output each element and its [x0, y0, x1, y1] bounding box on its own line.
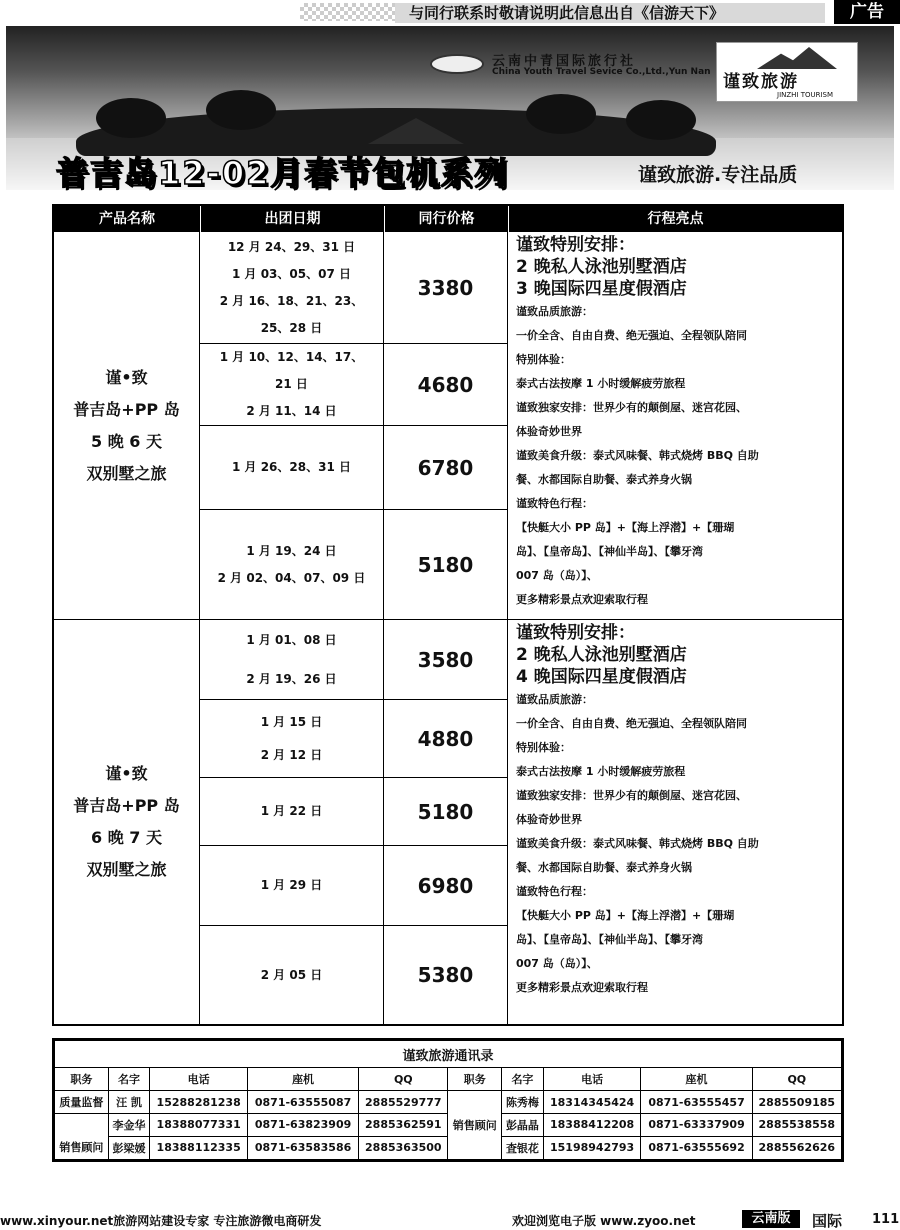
- date-line: 2 月 19、26 日: [246, 671, 337, 686]
- highlight-line: 特别体验：: [516, 741, 571, 754]
- date-line: 12 月 24、29、31 日: [227, 239, 356, 254]
- ad-label: 广告: [834, 0, 900, 24]
- contact-header: 座机: [248, 1068, 359, 1091]
- contact-landline: 0871-63555087: [248, 1091, 359, 1114]
- highlight-line: 体验奇妙世界: [516, 813, 582, 826]
- contact-landline: 0871-63823909: [248, 1114, 359, 1137]
- highlight-line: 007 岛（岛）】、: [516, 957, 598, 970]
- contact-phone: 18388412208: [543, 1114, 641, 1137]
- contact-header: 职务: [448, 1068, 502, 1091]
- product-name: [54, 620, 200, 1024]
- itinerary-highlights: [508, 232, 842, 620]
- departure-dates: [200, 620, 384, 700]
- contact-role: 销售顾问: [55, 1114, 109, 1160]
- date-line: 2 月 02、04、07、09 日: [217, 570, 366, 585]
- product-name-line: 6 晚 7 天: [91, 828, 162, 847]
- departure-dates: [200, 700, 384, 778]
- departure-dates: [200, 344, 384, 426]
- highlight-line: 谨致美食升级：泰式风味餐、韩式烧烤 BBQ 自助: [516, 837, 759, 850]
- highlight-line: 岛】、【皇帝岛】、【神仙半岛】、【攀牙湾: [516, 933, 703, 946]
- agency-name-en: China Youth Travel Sevice Co.,Ltd.,Yun Nan: [492, 67, 711, 77]
- contact-header: 电话: [543, 1068, 641, 1091]
- highlight-line: 岛】、【皇帝岛】、【神仙半岛】、【攀牙湾: [516, 545, 703, 558]
- top-strip: [0, 0, 900, 24]
- highlight-line: 餐、水都国际自助餐、泰式养身火锅: [516, 861, 692, 874]
- price: 6780: [384, 426, 508, 510]
- product-name-line: 双别墅之旅: [86, 860, 167, 879]
- contact-header: 名字: [502, 1068, 544, 1091]
- highlight-line: 更多精彩景点欢迎索取行程: [516, 593, 648, 606]
- price: 3380: [384, 232, 508, 344]
- highlight-line: 谨致品质旅游：: [516, 305, 593, 318]
- date-line: 1 月 15 日: [260, 714, 323, 729]
- departure-dates: [200, 846, 384, 926]
- price: 4680: [384, 344, 508, 426]
- contact-phone: 15198942793: [543, 1136, 641, 1159]
- agency-logo-icon: [430, 54, 484, 74]
- highlight-heading: 2 晚私人泳池别墅酒店: [516, 645, 687, 665]
- contact-phone: 18388112335: [150, 1136, 248, 1159]
- date-line: 1 月 01、08 日: [246, 632, 337, 647]
- highlight-line: 体验奇妙世界: [516, 425, 582, 438]
- contact-phone: 18388077331: [150, 1114, 248, 1137]
- highlight-line: 特别体验：: [516, 353, 571, 366]
- contact-header: 名字: [108, 1068, 150, 1091]
- price: 5180: [384, 778, 508, 846]
- product-name-line: 5 晚 6 天: [91, 431, 162, 451]
- contact-role: 销售顾问: [448, 1091, 502, 1160]
- col-header-price: 同行价格: [384, 206, 508, 232]
- highlight-line: 更多精彩景点欢迎索取行程: [516, 981, 648, 994]
- product-table: [52, 204, 844, 1026]
- contact-qq: 2885362591: [359, 1114, 448, 1137]
- highlight-line: 谨致特色行程：: [516, 885, 593, 898]
- page-title: 普吉岛12-02月春节包机系列: [56, 154, 509, 192]
- price: 6980: [384, 846, 508, 926]
- footer-website-note: www.xinyour.net旅游网站建设专家 专注旅游微电商研发: [0, 1214, 322, 1228]
- col-header-product: 产品名称: [54, 206, 200, 232]
- contact-header-row: [55, 1068, 842, 1091]
- contact-header: QQ: [752, 1068, 841, 1091]
- date-line: 1 月 03、05、07 日: [232, 266, 351, 281]
- contact-qq: 2885562626: [752, 1136, 841, 1159]
- source-notice: 与同行联系时敬请说明此信息出自《信游天下》: [395, 3, 825, 23]
- col-header-highlights: 行程亮点: [508, 206, 842, 232]
- contact-qq: 2885529777: [359, 1091, 448, 1114]
- product-name-line: 普吉岛+PP 岛: [73, 399, 180, 419]
- contact-row: [55, 1091, 842, 1114]
- date-line: 1 月 19、24 日: [246, 543, 337, 558]
- date-line: 1 月 29 日: [260, 878, 323, 892]
- contact-phone: 18314345424: [543, 1091, 641, 1114]
- col-header-dates: 出团日期: [200, 206, 384, 232]
- highlight-line: 谨致品质旅游：: [516, 693, 593, 706]
- contact-header: 职务: [55, 1068, 109, 1091]
- contact-name: 陈秀梅: [502, 1091, 544, 1114]
- mountain-icon: [757, 47, 837, 69]
- brand-name-cn: 谨致旅游: [723, 72, 799, 92]
- date-line: 1 月 26、28、31 日: [232, 460, 351, 474]
- highlight-line: 泰式古法按摩 1 小时缓解疲劳旅程: [516, 765, 686, 778]
- price: 4880: [384, 700, 508, 778]
- contact-name: 汪 凯: [108, 1091, 150, 1114]
- highlight-heading: 4 晚国际四星度假酒店: [516, 667, 687, 687]
- price: 3580: [384, 620, 508, 700]
- departure-dates: [200, 510, 384, 620]
- highlight-line: 泰式古法按摩 1 小时缓解疲劳旅程: [516, 377, 686, 390]
- contact-name: 彭梁媛: [108, 1136, 150, 1159]
- highlight-heading: 谨致特别安排：: [516, 623, 635, 643]
- highlight-line: 【快艇大小 PP 岛】+【海上浮潜】+【珊瑚: [516, 909, 735, 922]
- contact-qq: 2885363500: [359, 1136, 448, 1159]
- departure-dates: [200, 426, 384, 510]
- departure-dates: [200, 926, 384, 1024]
- contact-directory: [52, 1038, 844, 1162]
- brand-logo: [716, 42, 858, 102]
- highlight-line: 谨致独家安排：世界少有的颠倒屋、迷宫花园、: [516, 789, 747, 802]
- palm-image: [626, 100, 696, 140]
- contact-name: 李金华: [108, 1114, 150, 1137]
- departure-dates: [200, 778, 384, 846]
- checker-decoration: [300, 3, 400, 21]
- agency-name-cn: 云南中青国际旅行社: [492, 54, 637, 69]
- edition-badge: 云南版: [742, 1210, 800, 1228]
- contact-qq: 2885509185: [752, 1091, 841, 1114]
- contact-landline: 0871-63583586: [248, 1136, 359, 1159]
- price: 5180: [384, 510, 508, 620]
- date-line: 21 日: [275, 377, 308, 391]
- page-number: 111: [872, 1212, 900, 1227]
- price: 5380: [384, 926, 508, 1024]
- product-name-line: 谨•致: [105, 764, 148, 783]
- date-line: 2 月 05 日: [260, 967, 323, 982]
- slogan: 谨致旅游.专注品质: [638, 164, 798, 186]
- highlight-line: 一价全含、自由自费、绝无强迫、全程领队陪同: [516, 717, 747, 730]
- product-name: [54, 232, 200, 620]
- contact-name: 彭晶晶: [502, 1114, 544, 1137]
- highlight-heading: 2 晚私人泳池别墅酒店: [516, 257, 687, 277]
- contact-header: 座机: [641, 1068, 752, 1091]
- section-label: 国际: [812, 1212, 843, 1230]
- brand-name-en: JINZHI TOURISM: [777, 91, 834, 99]
- date-line: 1 月 10、12、14、17、: [219, 350, 364, 364]
- contact-landline: 0871-63555692: [641, 1136, 752, 1159]
- contact-phone: 15288281238: [150, 1091, 248, 1114]
- highlight-heading: 3 晚国际四星度假酒店: [516, 279, 687, 299]
- highlight-line: 谨致美食升级：泰式风味餐、韩式烧烤 BBQ 自助: [516, 449, 759, 462]
- palm-image: [206, 90, 276, 130]
- highlight-line: 谨致特色行程：: [516, 497, 593, 510]
- date-line: 2 月 12 日: [260, 747, 323, 762]
- contact-header: 电话: [150, 1068, 248, 1091]
- highlight-heading: 谨致特别安排：: [516, 235, 635, 255]
- highlight-line: 【快艇大小 PP 岛】+【海上浮潜】+【珊瑚: [516, 521, 735, 534]
- date-line: 1 月 22 日: [260, 804, 323, 818]
- contact-title: 谨致旅游通讯录: [55, 1041, 842, 1068]
- page-footer: [0, 1208, 900, 1230]
- itinerary-highlights: [508, 620, 842, 1024]
- product-name-line: 谨•致: [105, 367, 148, 387]
- product-name-line: 普吉岛+PP 岛: [73, 796, 180, 815]
- date-line: 25、28 日: [260, 320, 323, 335]
- contact-name: 査银花: [502, 1136, 544, 1159]
- contact-header: QQ: [359, 1068, 448, 1091]
- footer-ebook-note: 欢迎浏览电子版 www.zyoo.net: [512, 1214, 696, 1228]
- product-name-line: 双别墅之旅: [86, 463, 167, 483]
- palm-image: [526, 94, 596, 134]
- highlight-line: 一价全含、自由自费、绝无强迫、全程领队陪同: [516, 329, 747, 342]
- contact-role: 质量监督: [55, 1091, 109, 1114]
- departure-dates: [200, 232, 384, 344]
- date-line: 2 月 16、18、21、23、: [219, 293, 364, 308]
- contact-qq: 2885538558: [752, 1114, 841, 1137]
- contact-table: [54, 1040, 842, 1160]
- date-line: 2 月 11、14 日: [246, 404, 337, 418]
- contact-landline: 0871-63555457: [641, 1091, 752, 1114]
- highlight-line: 007 岛（岛）】、: [516, 569, 598, 582]
- palm-image: [96, 98, 166, 138]
- contact-landline: 0871-63337909: [641, 1114, 752, 1137]
- highlight-line: 餐、水都国际自助餐、泰式养身火锅: [516, 473, 692, 486]
- highlight-line: 谨致独家安排：世界少有的颠倒屋、迷宫花园、: [516, 401, 747, 414]
